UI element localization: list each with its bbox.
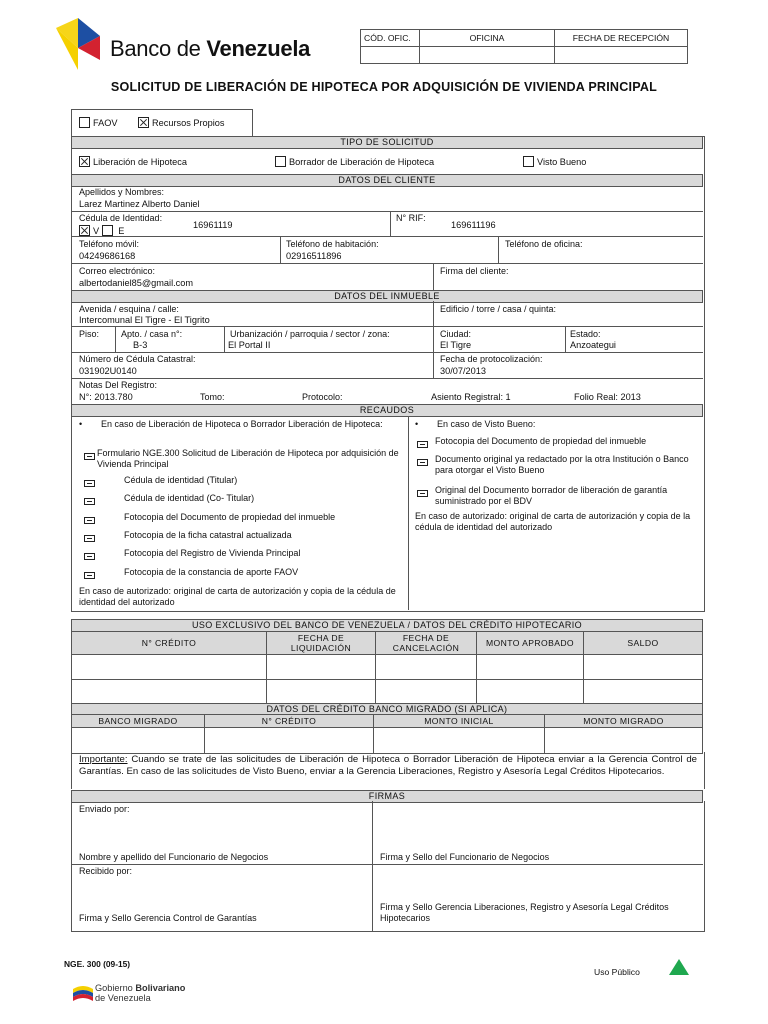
cod-ofic-cell[interactable]	[361, 47, 420, 64]
firma-liberaciones-label: Firma y Sello Gerencia Liberaciones, Registro y Asesoría Legal Créditos Hipotecarios	[380, 902, 669, 923]
checkbox-icon	[417, 441, 428, 448]
table-cell[interactable]	[477, 680, 584, 705]
table-cell[interactable]	[584, 655, 703, 680]
recursos-option[interactable]: Recursos Propios	[138, 117, 225, 129]
recibido-label: Recibido por:	[79, 866, 133, 876]
list-item[interactable]: Fotocopia del Registro de Vivienda Principal	[84, 548, 399, 567]
divider	[224, 326, 225, 352]
gobierno-logo-text: Gobierno Bolivariano de Venezuela	[95, 983, 186, 1003]
urb-label: Urbanización / parroquia / sector / zona:	[230, 329, 390, 339]
bank-logo-icon	[56, 18, 104, 70]
correo-value[interactable]: albertodaniel85@gmail.com	[79, 278, 194, 288]
faov-option[interactable]: FAOV	[79, 117, 118, 129]
tipo-header: TIPO DE SOLICITUD	[71, 136, 703, 149]
venezuela-flag-icon	[72, 983, 94, 1003]
correo-label: Correo electrónico:	[79, 266, 156, 276]
estado-value[interactable]: Anzoategui	[570, 340, 616, 350]
protocolizacion-value[interactable]: 30/07/2013	[440, 366, 486, 376]
uso-publico: Uso Público	[594, 967, 640, 977]
page-title: SOLICITUD DE LIBERACIÓN DE HIPOTECA POR ADQUISICIÓN DE VIVIENDA PRINCIPAL	[110, 80, 658, 94]
protocolizacion-label: Fecha de protocolización:	[440, 354, 543, 364]
table-cell[interactable]	[72, 655, 267, 680]
recursos-checkbox[interactable]	[138, 117, 149, 128]
col-header: BANCO MIGRADO	[72, 715, 205, 728]
firma-funcionario-label: Firma y Sello del Funcionario de Negocios	[380, 852, 550, 862]
divider	[71, 326, 703, 327]
recaudos-right-list	[417, 436, 699, 509]
movil-label: Teléfono móvil:	[79, 239, 140, 249]
enviado-label: Enviado por:	[79, 804, 130, 814]
col-header: MONTO APROBADO	[477, 632, 584, 655]
checkbox-icon	[417, 490, 428, 497]
apto-value[interactable]: B-3	[133, 340, 148, 350]
catastral-label: Número de Cédula Catastral:	[79, 354, 196, 364]
oficina-tel-label: Teléfono de oficina:	[505, 239, 583, 249]
v-checkbox[interactable]	[79, 225, 90, 236]
col-header: SALDO	[584, 632, 703, 655]
nombre-funcionario-label: Nombre y apellido del Funcionario de Negocios	[79, 852, 269, 862]
credito-header: USO EXCLUSIVO DEL BANCO DE VENEZUELA / DATOS DEL CRÉDITO HIPOTECARIO	[71, 619, 703, 632]
borrador-checkbox[interactable]	[275, 156, 286, 167]
oficina-cell[interactable]	[420, 47, 555, 64]
recaudos-right-note: En caso de autorizado: original de carta de autorización y copia de la cédula de identidad del autorizado	[415, 511, 691, 532]
office-table	[360, 29, 688, 64]
table-cell[interactable]	[545, 728, 703, 754]
credito-table	[71, 631, 703, 705]
faov-checkbox[interactable]	[79, 117, 90, 128]
table-cell[interactable]	[376, 655, 477, 680]
movil-value[interactable]: 04249686168	[79, 251, 136, 261]
table-cell[interactable]	[205, 728, 374, 754]
divider	[280, 236, 281, 263]
apto-label: Apto. / casa n°:	[121, 329, 183, 339]
cedula-label: Cédula de Identidad:	[79, 213, 163, 223]
ciudad-label: Ciudad:	[440, 329, 472, 339]
list-item[interactable]: Fotocopia de la constancia de aporte FAOV	[84, 567, 399, 581]
divider	[390, 211, 391, 236]
list-item[interactable]: Cédula de identidad (Titular)	[84, 475, 399, 493]
green-triangle-icon	[668, 958, 690, 976]
rif-value[interactable]: 169611196	[451, 220, 496, 230]
rif-label: N° RIF:	[396, 213, 426, 223]
list-item[interactable]: Original del Documento borrador de liberación de garantía suministrado por el BDV	[417, 485, 699, 509]
cedula-value[interactable]: 16961119	[193, 220, 233, 230]
list-item[interactable]: Documento original ya redactado por la otra Institución o Banco para otorgar el Visto Bueno	[417, 454, 699, 485]
col-header: N° CRÉDITO	[72, 632, 267, 655]
notas-label: Notas Del Registro:	[79, 380, 158, 390]
avenida-value[interactable]: Intercomunal El Tigre - El Tigrito	[79, 315, 210, 325]
cod-ofic-header: CÓD. OFIC.	[361, 30, 420, 47]
oficina-header: OFICINA	[420, 30, 555, 47]
e-checkbox[interactable]	[102, 225, 113, 236]
recaudos-right-title: • En caso de Visto Bueno:	[415, 419, 536, 429]
ciudad-value[interactable]: El Tigre	[440, 340, 472, 350]
table-cell[interactable]	[374, 728, 545, 754]
asiento-value[interactable]: Asiento Registral: 1	[431, 392, 511, 402]
inmueble-header: DATOS DEL INMUEBLE	[71, 290, 703, 303]
cliente-header: DATOS DEL CLIENTE	[71, 174, 703, 187]
divider	[372, 801, 373, 931]
catastral-value[interactable]: 031902U0140	[79, 366, 137, 376]
checkbox-icon	[84, 572, 95, 579]
piso-label: Piso:	[79, 329, 100, 339]
table-cell[interactable]	[584, 680, 703, 705]
liberacion-option[interactable]: Liberación de Hipoteca	[79, 156, 187, 168]
migrado-table	[71, 714, 703, 754]
divider	[498, 236, 499, 263]
table-cell[interactable]	[376, 680, 477, 705]
nombres-value[interactable]: Larez Martinez Alberto Daniel	[79, 199, 200, 209]
habitacion-value[interactable]: 02916511896	[286, 251, 342, 261]
fecha-recepcion-header: FECHA DE RECEPCIÓN	[555, 30, 688, 47]
divider	[71, 211, 703, 212]
nombres-label: Apellidos y Nombres:	[79, 187, 165, 197]
tomo-label: Tomo:	[200, 392, 225, 402]
list-item[interactable]: Cédula de identidad (Co- Titular)	[84, 493, 399, 512]
divider	[71, 378, 703, 379]
col-header: FECHA DE CANCELACIÓN	[376, 632, 477, 655]
checkbox-icon	[84, 498, 95, 505]
divider	[71, 236, 703, 237]
divider	[71, 352, 703, 353]
divider	[433, 263, 434, 290]
divider	[433, 301, 434, 326]
avenida-label: Avenida / esquina / calle:	[79, 304, 179, 314]
divider	[565, 326, 566, 352]
list-item[interactable]: Fotocopia del Documento de propiedad del inmueble	[417, 436, 699, 454]
divider	[71, 864, 703, 865]
recaudos-left-title: • En caso de Liberación de Hipoteca o Borrador Liberación de Hipoteca:	[79, 419, 383, 429]
habitacion-label: Teléfono de habitación:	[286, 239, 379, 249]
borrador-option[interactable]: Borrador de Liberación de Hipoteca	[275, 156, 434, 168]
fecha-recepcion-cell[interactable]	[555, 47, 688, 64]
recaudos-left-note: En caso de autorizado: original de carta de autorización y copia de la cédula de identidad del autorizado	[79, 586, 396, 607]
checkbox-icon	[84, 453, 95, 460]
checkbox-icon	[84, 480, 95, 487]
checkbox-icon	[84, 553, 95, 560]
firma-cliente-label: Firma del cliente:	[440, 266, 509, 276]
recaudos-header: RECAUDOS	[71, 404, 703, 417]
estado-label: Estado:	[570, 329, 601, 339]
visto-checkbox[interactable]	[523, 156, 534, 167]
bank-name: Banco de Venezuela	[110, 36, 311, 61]
visto-option[interactable]: Visto Bueno	[523, 156, 586, 168]
col-header: FECHA DE LIQUIDACIÓN	[267, 632, 376, 655]
firma-control-label: Firma y Sello Gerencia Control de Garantías	[79, 913, 257, 923]
divider	[115, 326, 116, 352]
nacionalidad-options[interactable]: V E	[79, 225, 124, 237]
table-cell[interactable]	[477, 655, 584, 680]
migrado-header: DATOS DEL CRÉDITO BANCO MIGRADO (SI APLICA)	[71, 703, 703, 716]
checkbox-icon	[417, 459, 428, 466]
table-cell[interactable]	[72, 728, 205, 754]
col-header: N° CRÉDITO	[205, 715, 374, 728]
col-header: MONTO INICIAL	[374, 715, 545, 728]
form-code: NGE. 300 (09-15)	[64, 959, 131, 969]
folio-value[interactable]: Folio Real: 2013	[574, 392, 641, 402]
table-cell[interactable]	[267, 680, 376, 705]
recaudos-left-list	[84, 448, 399, 581]
table-cell[interactable]	[72, 680, 267, 705]
numero-registro[interactable]: N°: 2013.780	[79, 392, 133, 402]
edificio-label: Edificio / torre / casa / quinta:	[440, 304, 557, 314]
list-item[interactable]: Formulario NGE.300 Solicitud de Liberación de Hipoteca por adquisición de Vivienda Principal	[84, 448, 399, 475]
checkbox-icon	[84, 517, 95, 524]
divider	[71, 263, 703, 264]
list-item[interactable]: Fotocopia del Documento de propiedad del inmueble	[84, 512, 399, 530]
protocolo-label: Protocolo:	[302, 392, 343, 402]
urb-value[interactable]: El Portal II	[228, 340, 271, 350]
list-item[interactable]: Fotocopia de la ficha catastral actualizada	[84, 530, 399, 548]
firmas-header: FIRMAS	[71, 790, 703, 803]
checkbox-icon	[84, 535, 95, 542]
divider	[408, 416, 409, 610]
liberacion-checkbox[interactable]	[79, 156, 90, 167]
col-header: MONTO MIGRADO	[545, 715, 703, 728]
importante-note: Importante: Cuando se trate de las solicitudes de Liberación de Hipoteca o Borrador Liberación de Hipoteca enviar a la Gerencia Control de Garantías. En caso de las solicitudes de Visto Bueno, enviar a la Gerencia Liberaciones, Registro y Asesoría Legal Créditos Hipotecarios.	[79, 754, 697, 777]
table-cell[interactable]	[267, 655, 376, 680]
